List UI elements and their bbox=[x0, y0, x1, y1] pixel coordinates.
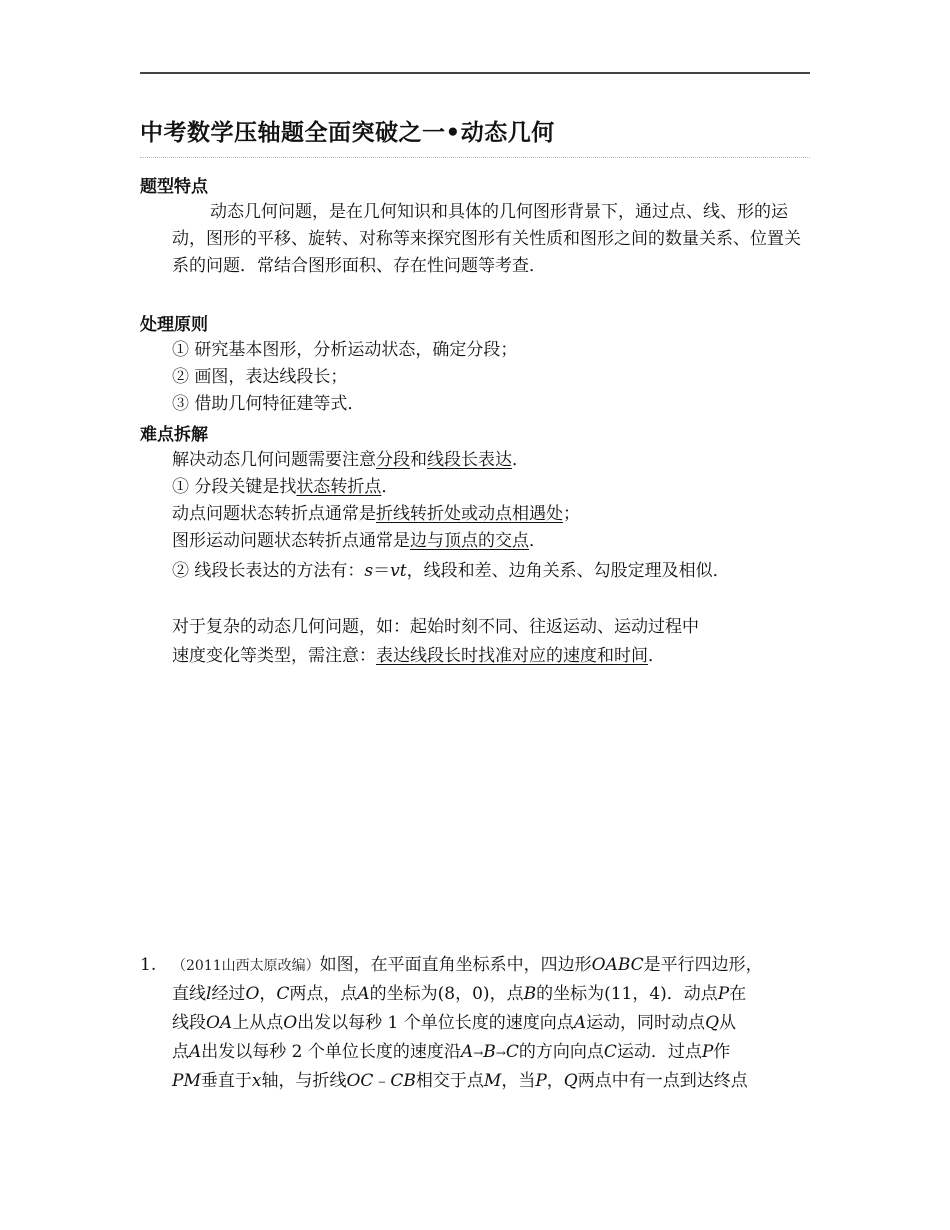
underlined-term: 折线转折处或动点相遇处 bbox=[376, 504, 563, 524]
inline-text: Q bbox=[705, 1013, 719, 1033]
inline-text: ② 线段长表达的方法有： bbox=[172, 561, 365, 581]
inline-text: ﹣ bbox=[373, 1071, 391, 1091]
inline-text: OA bbox=[206, 1013, 233, 1033]
inline-text: C bbox=[505, 1042, 519, 1062]
section-heading-difficulties: 难点拆解 bbox=[140, 425, 208, 445]
inline-text: ① 分段关键是找 bbox=[172, 477, 297, 497]
inline-text: ． bbox=[381, 477, 399, 497]
inline-text: PM bbox=[172, 1071, 201, 1091]
inline-text: A bbox=[460, 1042, 474, 1062]
inline-text: B bbox=[523, 984, 537, 1004]
inline-text: 相交于点 bbox=[415, 1071, 484, 1091]
difficulty-line-7 bbox=[172, 643, 665, 670]
inline-text: 解决动态几何问题需要注意 bbox=[172, 450, 376, 470]
inline-text: 两点中有一点到达终点 bbox=[577, 1071, 748, 1091]
inline-text: 如图，在平面直角坐标系中，四边形 bbox=[319, 955, 592, 975]
inline-text: l bbox=[206, 984, 212, 1004]
header-rule bbox=[140, 72, 810, 74]
inline-text: ． bbox=[512, 450, 529, 470]
inline-text: ． bbox=[529, 531, 546, 551]
inline-text: ， bbox=[259, 984, 277, 1004]
inline-text: B bbox=[483, 1042, 496, 1062]
inline-text: 经过 bbox=[211, 984, 246, 1004]
underlined-term: 边与顶点的交点 bbox=[410, 531, 529, 551]
inline-text: → bbox=[473, 1046, 484, 1060]
inline-text: 轴，与折线 bbox=[261, 1071, 347, 1091]
inline-text: 两点，点 bbox=[289, 984, 358, 1004]
inline-text: M bbox=[483, 1071, 502, 1091]
problem-source: （2011山西太原改编） bbox=[172, 958, 320, 974]
inline-text: CB bbox=[390, 1071, 416, 1091]
inline-text: ； bbox=[563, 504, 580, 524]
inline-text: P bbox=[701, 1042, 714, 1062]
problem-line-3 bbox=[172, 1010, 736, 1037]
inline-text: ，当 bbox=[501, 1071, 536, 1091]
difficulty-line-6: 对于复杂的动态几何问题，如：起始时刻不同、往返运动、运动过程中 bbox=[172, 617, 699, 637]
inline-text: 的坐标为(8，0)，点 bbox=[369, 984, 524, 1004]
inline-text: ． bbox=[648, 646, 665, 666]
inline-text: 动点问题状态转折点通常是 bbox=[172, 504, 376, 524]
inline-text: 点 bbox=[172, 1042, 189, 1062]
inline-text: O bbox=[245, 984, 260, 1004]
difficulty-line-5 bbox=[172, 558, 730, 585]
problem-line-5 bbox=[172, 1068, 748, 1095]
inline-text: 从 bbox=[719, 1013, 736, 1033]
inline-text: 出发以每秒 2 个单位长度的速度沿 bbox=[201, 1042, 461, 1062]
inline-text: OC bbox=[346, 1071, 374, 1091]
section-heading-principles: 处理原则 bbox=[140, 315, 208, 335]
inline-text: A bbox=[573, 1013, 587, 1033]
inline-text: 上从点 bbox=[232, 1013, 284, 1033]
problem-line-2 bbox=[172, 981, 746, 1008]
section-heading-features: 题型特点 bbox=[140, 177, 208, 197]
inline-text: OABC bbox=[591, 955, 644, 975]
inline-text: x bbox=[251, 1071, 262, 1091]
features-paragraph bbox=[172, 199, 802, 280]
inline-text: 线段 bbox=[172, 1013, 206, 1033]
problem-line-1 bbox=[172, 952, 763, 980]
inline-text: 运动．过点 bbox=[616, 1042, 702, 1062]
inline-text: 在 bbox=[729, 984, 747, 1004]
difficulty-line-4 bbox=[172, 528, 546, 555]
inline-text: P bbox=[535, 1071, 547, 1091]
principle-item-2: ② 画图，表达线段长； bbox=[172, 367, 348, 387]
inline-text: 直线 bbox=[172, 984, 206, 1004]
inline-text: 作 bbox=[713, 1042, 731, 1062]
inline-text: 出发以每秒 1 个单位长度的速度向点 bbox=[297, 1013, 574, 1033]
inline-text: 速度变化等类型，需注意： bbox=[172, 646, 376, 666]
page-title: 中考数学压轴题全面突破之一•动态几何 bbox=[140, 120, 555, 146]
inline-text: → bbox=[495, 1046, 506, 1060]
inline-text: ， bbox=[546, 1071, 564, 1091]
inline-text: 的方向向点 bbox=[518, 1042, 604, 1062]
underlined-term: 线段长表达 bbox=[427, 450, 512, 470]
inline-text: vt bbox=[390, 561, 407, 581]
inline-text: 运动，同时动点 bbox=[586, 1013, 706, 1033]
problem-number: 1. bbox=[140, 955, 157, 975]
difficulty-line-3 bbox=[172, 501, 580, 528]
inline-text: 和 bbox=[410, 450, 427, 470]
features-text: 动态几何问题，是在几何知识和具体的几何图形背景下，通过点、线、形的运动，图形的平移、旋转、对称等来探究图形有关性质和图形之间的数量关系、位置关系的问题．常结合图形面积、存在性问题等考查． bbox=[172, 202, 801, 276]
problem-line-4 bbox=[172, 1039, 730, 1067]
inline-text: C bbox=[276, 984, 290, 1004]
inline-text: Q bbox=[563, 1071, 578, 1091]
principle-item-1: ① 研究基本图形，分析运动状态，确定分段； bbox=[172, 340, 518, 360]
inline-text: 图形运动问题状态转折点通常是 bbox=[172, 531, 410, 551]
underlined-term: 表达线段长时找准对应的速度和时间 bbox=[376, 646, 648, 666]
inline-text: ，线段和差、边角关系、勾股定理及相似． bbox=[406, 561, 730, 581]
difficulty-line-2 bbox=[172, 474, 398, 501]
inline-text: 是平行四边形， bbox=[643, 955, 763, 975]
difficulty-line-1 bbox=[172, 447, 529, 474]
underlined-term: 分段 bbox=[376, 450, 410, 470]
inline-text: P bbox=[717, 984, 730, 1004]
inline-text: 垂直于 bbox=[200, 1071, 252, 1091]
principle-item-3: ③ 借助几何特征建等式． bbox=[172, 394, 365, 414]
inline-text: O bbox=[283, 1013, 298, 1033]
inline-text: ＝ bbox=[373, 561, 391, 581]
underlined-term: 状态转折点 bbox=[296, 477, 382, 497]
inline-text: s bbox=[364, 561, 374, 581]
inline-text: C bbox=[603, 1042, 617, 1062]
inline-text: 的坐标为(11，4)．动点 bbox=[536, 984, 718, 1004]
inline-text: A bbox=[189, 1042, 202, 1062]
inline-text: A bbox=[357, 984, 370, 1004]
title-divider bbox=[140, 157, 810, 158]
